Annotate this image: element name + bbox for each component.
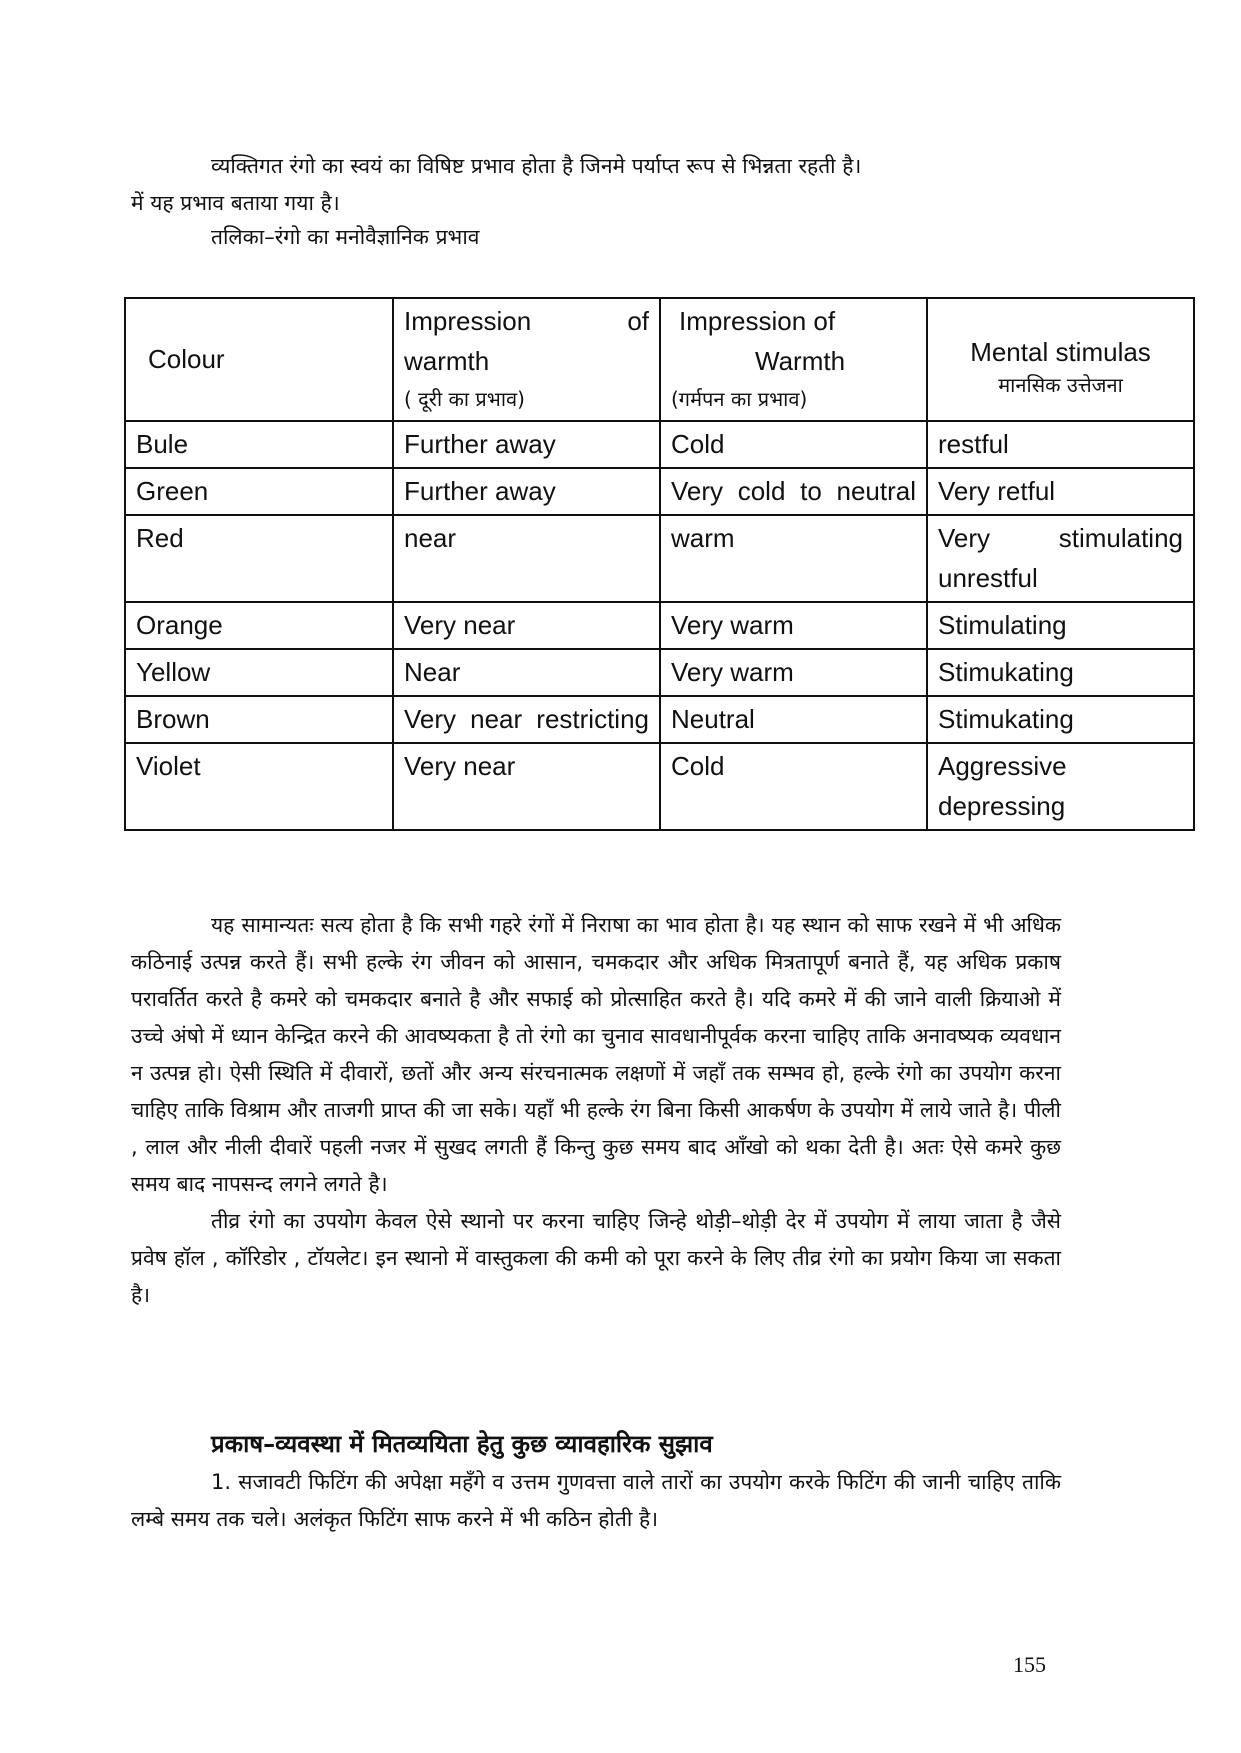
table-row [125,515,1194,602]
header-warmth-line1: Impression of [679,306,836,336]
cell-colour: Red [125,515,393,602]
header-warmth [660,298,927,421]
cell-warmth: Neutral [660,696,927,743]
cell-distance: Very near [393,602,660,649]
cell-colour: Orange [125,602,393,649]
cell-warmth: Very cold to neutral [660,468,927,515]
paragraph-1: यह सामान्यतः सत्य होता है कि सभी गहरे रंगों में निराषा का भाव होता है। यह स्थान को साफ रखने में भी अधिक कठिनाई उत्पन्न करते हैं। सभी हल्के रंग जीवन को आसान, चमकदार और अधिक मित्रतापूर्ण बनाते हैं, यह अधिक प्रकाष परावर्तित करते है कमरे को चमकदार बनाते है और सफाई को प्रोत्साहित करते है। यदि कमरे में की जाने वाली क्रियाओ में उच्चे अंषो में ध्यान केन्द्रित करने की आवष्यकता है तो रंगो का चुनाव सावधानीपूर्वक करना चाहिए ताकि अनावष्यक व्यवधान न उत्पन्न हो। ऐसी स्थिति में दीवारों, छतों और अन्य संरचनात्मक लक्षणों में जहाँ तक सम्भव हो, हल्के रंगो का उपयोग करना चाहिए ताकि विश्राम और ताजगी प्राप्त की जा सके। यहाँ भी हल्के रंग बिना किसी आकर्षण के उपयोग में लाये जाते है। पीली , लाल और नीली दीवारें पहली नजर में सुखद लगती हैं किन्तु कुछ समय बाद आँखो को थका देती है। अतः ऐसे कमरे कुछ समय बाद नापसन्द लगने लगते है। [131,913,1061,1196]
header-warmth-line2: Warmth [755,346,846,376]
paragraph-2: तीव्र रंगो का उपयोग केवल ऐसे स्थानो पर करना चाहिए जिन्हे थोड़ी–थोड़ी देर में उपयोग में लाया जाता है जैसे प्रवेष हॉल , कॉरिडोर , टॉयलेट। इन स्थानो में वास्तुकला की कमी को पूरा करने के लिए तीव्र रंगो का प्रयोग किया जा सकता है। [131,1209,1061,1307]
cell-mental: Stimulating [927,602,1194,649]
cell-colour: Bule [125,421,393,468]
header-warmth-hindi: (गर्मपन का प्रभाव) [671,387,808,411]
header-mental [927,298,1194,421]
header-distance [393,298,660,421]
table-row [125,421,1194,468]
cell-distance: Further away [393,421,660,468]
header-mental-hindi: मानसिक उत्तेजना [998,373,1123,397]
header-distance-word-b: of [627,306,649,336]
point-1: 1. सजावटी फिटिंग की अपेक्षा महँगे व उत्तम गुणवत्ता वाले तारों का उपयोग करके फिटिंग की जानी चाहिए ताकि लम्बे समय तक चले। अलंकृत फिटिंग साफ करने में भी कठिन होती है। [131,1470,1061,1531]
table-row [125,468,1194,515]
cell-colour: Brown [125,696,393,743]
section-heading: प्रकाष–व्यवस्था में मितव्ययिता हेतु कुछ व्यावहारिक सुझाव [211,1430,713,1458]
cell-distance: Very near [393,743,660,830]
cell-colour: Violet [125,743,393,830]
intro-line-1: व्यक्तिगत रंगो का स्वयं का विषिष्ट प्रभाव होता है जिनमे पर्याप्त रूप से भिन्नता रहती है। [211,154,862,178]
cell-warmth: Cold [660,743,927,830]
colour-effects-table [124,297,1195,831]
section-body [131,1464,1061,1538]
cell-colour: Green [125,468,393,515]
header-colour [125,298,393,421]
header-mental-text: Mental stimulas [970,337,1151,367]
cell-distance: near [393,515,660,602]
cell-mental: Very stimulating unrestful [927,515,1194,602]
cell-mental: Stimukating [927,696,1194,743]
cell-colour: Yellow [125,649,393,696]
page-number: 155 [1013,1652,1046,1677]
cell-warmth: Cold [660,421,927,468]
cell-distance: Very near restricting [393,696,660,743]
header-colour-text: Colour [148,344,225,374]
table-header-row [125,298,1194,421]
intro-line-2: में यह प्रभाव बताया गया है। [131,191,340,215]
cell-mental: Aggressive depressing [927,743,1194,830]
cell-distance: Near [393,649,660,696]
table-row [125,696,1194,743]
cell-warmth: Very warm [660,602,927,649]
table-row [125,649,1194,696]
table-body [125,421,1194,830]
header-distance-word-a: Impression [404,306,532,336]
table-row [125,602,1194,649]
intro-text [131,148,1061,222]
body-text [131,907,1061,1314]
header-distance-line2: warmth [404,346,490,376]
cell-warmth: Very warm [660,649,927,696]
cell-mental: restful [927,421,1194,468]
cell-mental: Stimukating [927,649,1194,696]
header-distance-hindi: ( दूरी का प्रभाव) [404,387,525,411]
cell-distance: Further away [393,468,660,515]
cell-warmth: warm [660,515,927,602]
table-row [125,743,1194,830]
table-caption: तलिका–रंगो का मनोवैज्ञानिक प्रभाव [211,225,480,249]
cell-mental: Very retful [927,468,1194,515]
header-distance-line1 [404,301,649,341]
